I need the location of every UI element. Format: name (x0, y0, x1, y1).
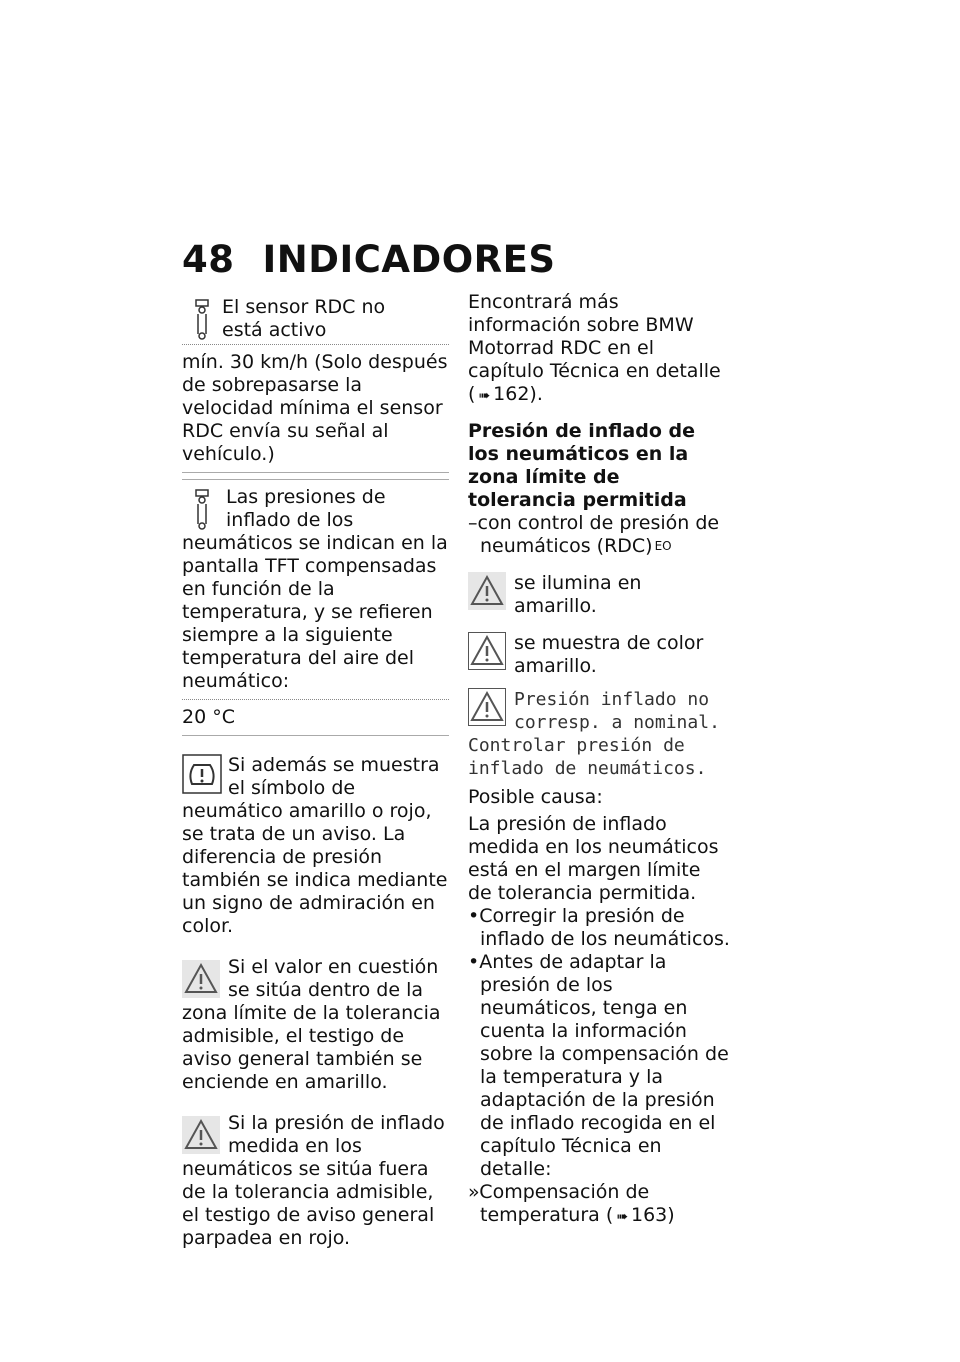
page-number: 48 (182, 238, 235, 281)
intro-text (468, 291, 730, 408)
bullet-2: •Antes de adaptar la presión de los neumáticos, tenga en cuenta la información sobre la compensación de la temperatura y la adaptación de la presión de inflado recogida en el capítulo Técnica en detalle: (468, 951, 729, 1180)
left-column (182, 296, 449, 1250)
note-box-1 (182, 296, 449, 473)
bullet2-text: Antes de adaptar la presión de los neumáticos, tenga en cuenta la información sobre la compensación de la temperatura y la adaptación de la presión de inflado recogida en el capítulo Técnica en detalle: (479, 951, 729, 1180)
display-message: Presión inflado no corresp. a nominal. Controlar presión de inflado de neumáticos. (468, 689, 720, 779)
ref-page: 163) (631, 1204, 675, 1226)
para1: Si además se muestra el símbolo de neumático amarillo o rojo, se trata de un aviso. La diferencia de presión también se indica mediante un signo de admiración en color. (182, 754, 448, 937)
warn1-text: se ilumina en amarillo. (514, 572, 642, 617)
note1-text: El sensor RDC no está activo (222, 296, 386, 341)
warning-triangle-icon-2 (182, 1116, 220, 1154)
para3: Si la presión de inflado medida en los neumáticos se sitúa fuera de la tolerancia admisible, el testigo de aviso general parpadea en rojo. (182, 1112, 445, 1249)
warn-row-2 (468, 632, 730, 678)
warning-triangle-icon (182, 960, 220, 998)
note1-body: mín. 30 km/h (Solo después de sobrepasarse la velocidad mínima el sensor RDC envía su señal al vehículo.) (182, 351, 448, 465)
warn2-text: se muestra de color amarillo. (514, 632, 704, 677)
para2: Si el valor en cuestión se sitúa dentro de la zona límite de la tolerancia admisible, el testigo de aviso general también se enciende en amarillo. (182, 956, 441, 1093)
tire-pressure-icon (182, 754, 222, 794)
note-box-2 (182, 479, 449, 736)
paragraph-warning-yellow (182, 956, 449, 1094)
bullet-1: •Corregir la presión de inflado de los neumáticos. (468, 905, 730, 950)
condition-sup: EO (654, 539, 672, 553)
warning-triangle-outline-icon-2 (468, 688, 506, 726)
warning-triangle-outline-icon (468, 632, 506, 670)
intro-ref: 162). (493, 383, 543, 405)
intro-body: Encontrará más información sobre BMW Motorrad RDC en el capítulo Técnica en detalle ( (468, 291, 721, 405)
cause-label: Posible causa: (468, 786, 603, 808)
page-title: INDICADORES (262, 238, 556, 281)
arrow-icon-2: ➠ (616, 1209, 628, 1225)
ref-text: Compensación de temperatura ( (479, 1181, 650, 1226)
right-column (468, 291, 730, 1229)
pressure-sensor-icon (182, 296, 222, 342)
pressure-sensor-icon-2 (182, 486, 222, 532)
warning-triangle-icon-3 (468, 572, 506, 610)
note2-text: Las presiones de inflado de los neumáticos se indican en la pantalla TFT compensadas en función de la temperatura, y se refieren siempre a la siguiente temperatura del aire del neumático: (182, 486, 448, 692)
bullet1-text: Corregir la presión de inflado de los neumáticos. (479, 905, 730, 950)
note2-value: 20 °C (182, 706, 235, 728)
arrow-icon: ➠ (478, 388, 491, 404)
paragraph-tire-symbol (182, 754, 449, 938)
cause-text: La presión de inflado medida en los neumáticos está en el margen límite de tolerancia permitida. (468, 813, 719, 904)
display-message-block (468, 688, 730, 780)
paragraph-warning-red (182, 1112, 449, 1250)
condition-text: –con control de presión de neumáticos (RDC) (468, 512, 720, 557)
reference: »Compensación de temperatura ( ➠ 163) (468, 1181, 675, 1226)
section-heading: Presión de inflado de los neumáticos en la zona límite de tolerancia permitida (468, 420, 695, 511)
warn-row-1 (468, 572, 730, 618)
condition (468, 512, 730, 558)
page-header (182, 238, 556, 281)
